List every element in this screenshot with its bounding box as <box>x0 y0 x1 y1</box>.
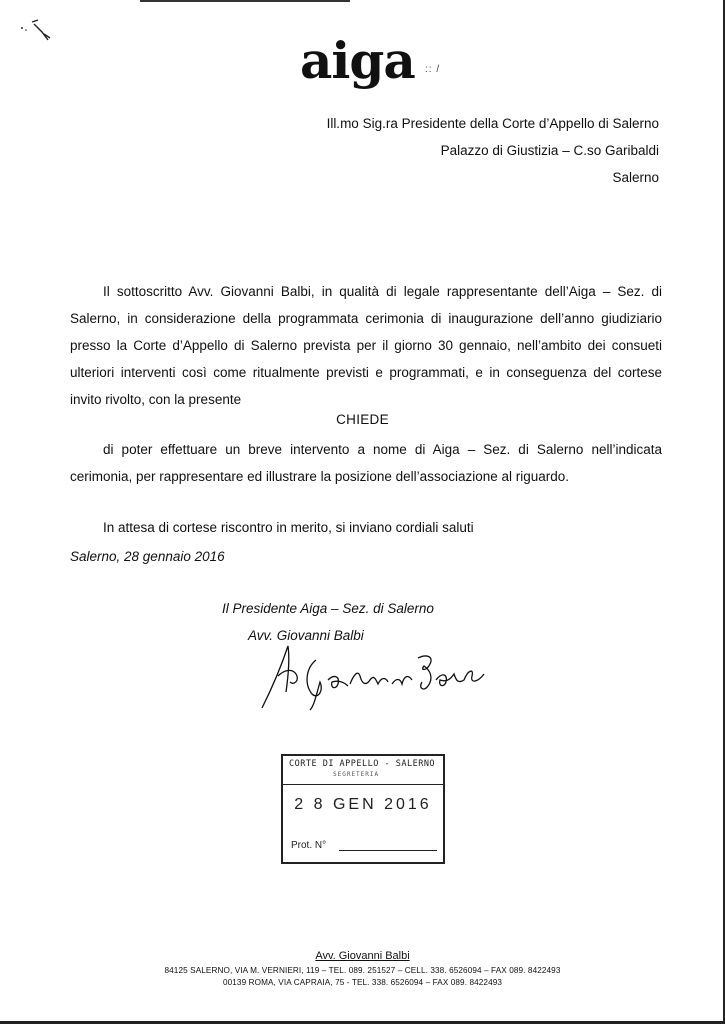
footer-name: Avv. Giovanni Balbi <box>315 950 410 962</box>
closing-line: In attesa di cortese riscontro in merito, si inviano cordiali saluti <box>103 520 474 535</box>
scan-edge-top <box>140 0 350 2</box>
footer-address-salerno: 84125 SALERNO, VIA M. VERNIERI, 119 – TEL. 089. 251527 – CELL. 338. 6526094 – FAX 089. 8422493 <box>164 966 561 975</box>
chiede-heading: CHIEDE <box>336 412 389 427</box>
stamp-prot-label: Prot. N° <box>291 840 327 851</box>
recipient-line-3: Salerno <box>612 170 659 185</box>
scan-mark-icon <box>18 18 58 48</box>
stamp-subheader: SEGRETERIA <box>333 771 380 778</box>
stamp-date: 2 8 GEN 2016 <box>294 796 432 813</box>
stamp-prot-line <box>339 850 437 851</box>
handwritten-signature <box>258 640 498 712</box>
recipient-line-1: Ill.mo Sig.ra Presidente della Corte d’Appello di Salerno <box>326 116 659 131</box>
intro-paragraph: Il sottoscritto Avv. Giovanni Balbi, in qualità di legale rappresentante dell’Aiga – Sez. di Salerno, in considerazione della programmata cerimonia di inaugurazione dell’anno giudiziario presso la Corte d’Appello di Salerno prevista per il giorno 30 gennaio, nell’ambito dei consueti ulteriori interventi così come ritualmente previsti e programmati, e in conseguenza del cortese invito rivolto, con la presente <box>70 284 662 407</box>
stamp-divider <box>283 784 443 785</box>
reception-stamp <box>281 754 445 864</box>
signatory-name: Avv. Giovanni Balbi <box>248 628 364 643</box>
stamp-header: CORTE DI APPELLO - SALERNO <box>289 759 436 769</box>
place-date: Salerno, 28 gennaio 2016 <box>70 549 225 564</box>
logo-dots-icon: :: / <box>425 64 441 75</box>
request-paragraph: di poter effettuare un breve intervento a nome di Aiga – Sez. di Salerno nell’indicata cerimonia, per rappresentare ed illustrare la posizione dell’associazione al riguardo. <box>70 442 662 484</box>
recipient-line-2: Palazzo di Giustizia – C.so Garibaldi <box>440 143 659 158</box>
footer-address-roma: 00139 ROMA, VIA CAPRAIA, 75 - TEL. 338. 6526094 – FAX 089. 8422493 <box>222 978 503 987</box>
signatory-title: Il Presidente Aiga – Sez. di Salerno <box>222 601 434 616</box>
aiga-logo: aiga <box>300 31 415 90</box>
